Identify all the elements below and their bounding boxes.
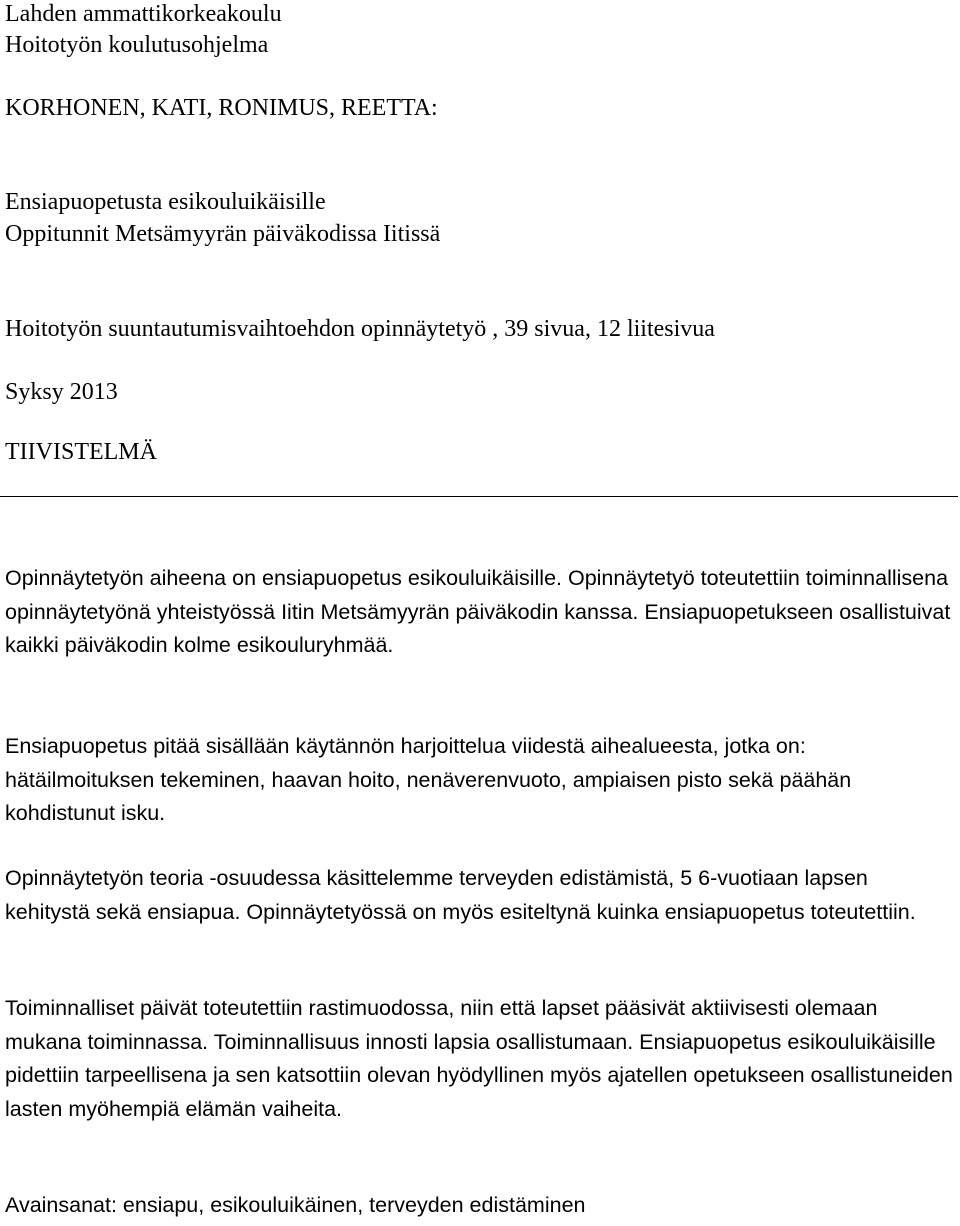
thesis-date: Syksy 2013 <box>5 379 118 405</box>
authors: KORHONEN, KATI, RONIMUS, REETTA: <box>5 95 438 121</box>
institution-name: Lahden ammattikorkeakoulu <box>5 1 282 27</box>
thesis-title-line-1: Ensiapuopetusta esikouluikäisille <box>5 189 326 215</box>
abstract-paragraph-4: Toiminnalliset päivät toteutettiin rastimuodossa, niin että lapset pääsivät aktiivisesti olemaan mukana toiminnassa. Toiminnallisuus innosti lapsia osallistumaan. Ensiapuopetus esikouluikäisille pidettiin tarpeellisena ja sen katsottiin olevan hyödyllinen myös ajatellen opetukseen osallistuneiden lasten myöhempiä elämän vaiheita. <box>5 996 953 1121</box>
abstract-paragraph-3: Opinnäytetyön teoria -osuudessa käsittelemme terveyden edistämistä, 5 6-vuotiaan lapsen kehitystä sekä ensiapua. Opinnäytetyössä on myös esiteltynä kuinka ensiapuopetus toteutettiin. <box>5 866 916 924</box>
abstract-heading: TIIVISTELMÄ <box>5 439 157 465</box>
abstract-paragraph-2: Ensiapuopetus pitää sisällään käytännön harjoittelua viidestä aihealueesta, jotka on: hätäilmoituksen tekeminen, haavan hoito, nenäverenvuoto, ampiaisen pisto sekä päähän kohdistunut isku. <box>5 734 852 825</box>
abstract-paragraph-1: Opinnäytetyön aiheena on ensiapuopetus esikouluikäisille. Opinnäytetyö toteutettiin toiminnallisena opinnäytetyönä yhteistyössä Iitin Metsämyyrän päiväkodin kanssa. Ensiapuopetukseen osallistuivat kaikki päiväkodin kolme esikouluryhmää. <box>5 566 951 657</box>
thesis-title-line-2: Oppitunnit Metsämyyrän päiväkodissa Iitissä <box>5 221 441 247</box>
keywords: Avainsanat: ensiapu, esikouluikäinen, terveyden edistäminen <box>5 1193 586 1217</box>
thesis-info: Hoitotyön suuntautumisvaihtoehdon opinnäytetyö , 39 sivua, 12 liitesivua <box>5 316 715 342</box>
horizontal-divider <box>0 496 958 497</box>
program-name: Hoitotyön koulutusohjelma <box>5 32 269 58</box>
